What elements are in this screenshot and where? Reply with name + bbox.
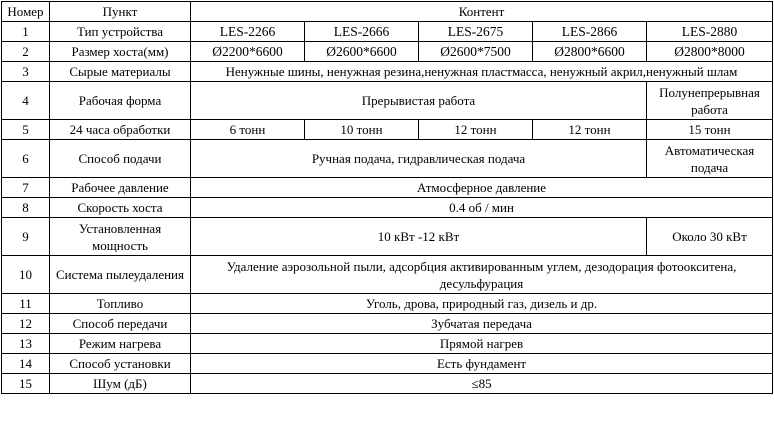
capacity-cell: 12 тонн <box>419 120 533 140</box>
row-value: Ручная подача, гидравлическая подача <box>191 140 647 178</box>
row-label: Тип устройства <box>50 22 191 42</box>
size-cell: Ø2800*8000 <box>647 42 773 62</box>
table-row <box>2 62 773 82</box>
row-label: Установленная мощность <box>50 218 191 256</box>
row-label: Режим нагрева <box>50 334 191 354</box>
model-cell: LES-2266 <box>191 22 305 42</box>
row-label: Топливо <box>50 294 191 314</box>
table-row <box>2 82 773 120</box>
table-row <box>2 140 773 178</box>
row-value: Ненужные шины, ненужная резина,ненужная пластмасса, ненужный акрил,ненужный шлам <box>191 62 773 82</box>
row-number: 4 <box>2 82 50 120</box>
row-value-last: Автоматическая подача <box>647 140 773 178</box>
row-value: ≤85 <box>191 374 773 394</box>
row-label: Шум (дБ) <box>50 374 191 394</box>
row-value: Есть фундамент <box>191 354 773 374</box>
row-value: Удаление аэрозольной пыли, адсорбция активированным углем, дезодорация фотоокситена, десульфурация <box>191 256 773 294</box>
table-row <box>2 256 773 294</box>
header-row <box>2 2 773 22</box>
row-label: Система пылеудаления <box>50 256 191 294</box>
capacity-cell: 12 тонн <box>533 120 647 140</box>
row-value: 10 кВт -12 кВт <box>191 218 647 256</box>
row-label: Сырые материалы <box>50 62 191 82</box>
row-number: 10 <box>2 256 50 294</box>
row-number: 13 <box>2 334 50 354</box>
row-value: Зубчатая передача <box>191 314 773 334</box>
row-value: Прерывистая работа <box>191 82 647 120</box>
spec-table <box>1 1 773 394</box>
model-cell: LES-2866 <box>533 22 647 42</box>
row-value: Атмосферное давление <box>191 178 773 198</box>
row-number: 2 <box>2 42 50 62</box>
row-label: Способ передачи <box>50 314 191 334</box>
model-cell: LES-2666 <box>305 22 419 42</box>
row-value: Прямой нагрев <box>191 334 773 354</box>
table-row <box>2 294 773 314</box>
row-number: 15 <box>2 374 50 394</box>
table-row <box>2 178 773 198</box>
size-cell: Ø2600*7500 <box>419 42 533 62</box>
row-number: 6 <box>2 140 50 178</box>
row-value-last: Около 30 кВт <box>647 218 773 256</box>
table-row <box>2 354 773 374</box>
table-row <box>2 120 773 140</box>
table-row <box>2 218 773 256</box>
table-row <box>2 42 773 62</box>
row-label: Рабочее давление <box>50 178 191 198</box>
size-cell: Ø2600*6600 <box>305 42 419 62</box>
capacity-cell: 10 тонн <box>305 120 419 140</box>
table-row <box>2 22 773 42</box>
row-label: Размер хоста(мм) <box>50 42 191 62</box>
row-number: 3 <box>2 62 50 82</box>
row-value: 0.4 об / мин <box>191 198 773 218</box>
capacity-cell: 15 тонн <box>647 120 773 140</box>
row-number: 9 <box>2 218 50 256</box>
row-number: 8 <box>2 198 50 218</box>
table-row <box>2 198 773 218</box>
table-row <box>2 334 773 354</box>
model-cell: LES-2675 <box>419 22 533 42</box>
size-cell: Ø2800*6600 <box>533 42 647 62</box>
row-number: 11 <box>2 294 50 314</box>
row-number: 5 <box>2 120 50 140</box>
row-number: 14 <box>2 354 50 374</box>
row-number: 1 <box>2 22 50 42</box>
row-value: Уголь, дрова, природный газ, дизель и др. <box>191 294 773 314</box>
header-content: Контент <box>191 2 773 22</box>
header-number: Номер <box>2 2 50 22</box>
size-cell: Ø2200*6600 <box>191 42 305 62</box>
table-row <box>2 374 773 394</box>
capacity-cell: 6 тонн <box>191 120 305 140</box>
header-item: Пункт <box>50 2 191 22</box>
row-number: 7 <box>2 178 50 198</box>
row-label: Рабочая форма <box>50 82 191 120</box>
model-cell: LES-2880 <box>647 22 773 42</box>
row-value-last: Полунепрерывная работа <box>647 82 773 120</box>
row-label: Скорость хоста <box>50 198 191 218</box>
row-label: 24 часа обработки <box>50 120 191 140</box>
row-label: Способ подачи <box>50 140 191 178</box>
row-number: 12 <box>2 314 50 334</box>
table-row <box>2 314 773 334</box>
row-label: Способ установки <box>50 354 191 374</box>
